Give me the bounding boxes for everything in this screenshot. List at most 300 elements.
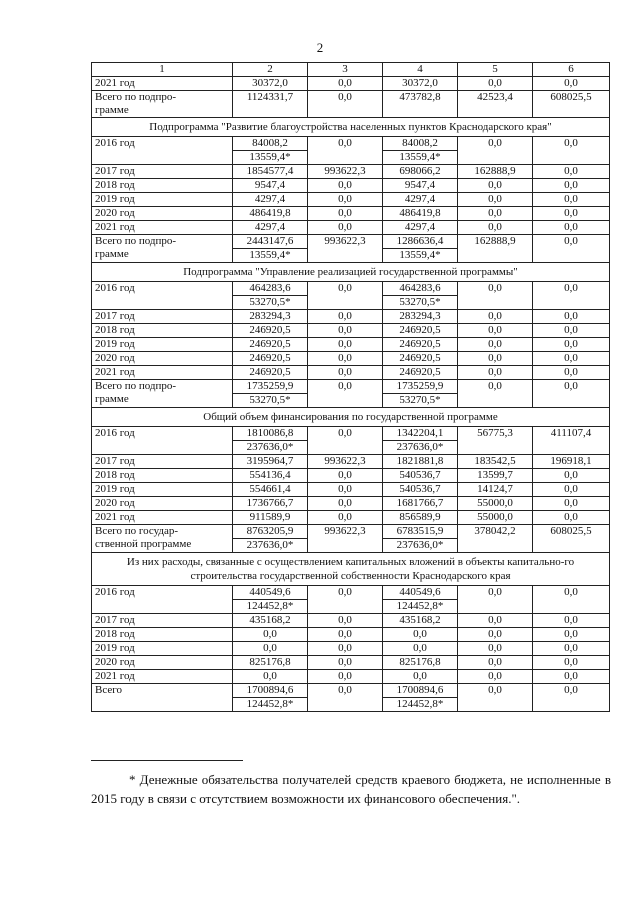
value-cell-c4 xyxy=(383,324,458,338)
row-label: 2019 год xyxy=(92,642,233,656)
carryover-value: 13559,4* xyxy=(233,150,307,164)
table-row xyxy=(92,455,610,469)
main-value: 246920,5 xyxy=(399,352,441,364)
value-cell-c5: 378042,2 xyxy=(458,525,533,553)
table-row xyxy=(92,380,610,408)
value-cell-c6: 0,0 xyxy=(533,352,610,366)
table-row xyxy=(92,137,610,165)
table-row xyxy=(92,282,610,310)
value-cell-c4 xyxy=(383,366,458,380)
table-row xyxy=(92,207,610,221)
row-label: 2016 год xyxy=(92,282,233,310)
value-cell-c3: 0,0 xyxy=(308,614,383,628)
row-label: 2018 год xyxy=(92,469,233,483)
main-value: 8763205,9 xyxy=(246,525,294,537)
financing-table xyxy=(91,62,610,712)
value-cell-c6: 0,0 xyxy=(533,137,610,165)
value-cell-c5: 0,0 xyxy=(458,338,533,352)
main-value: 1736766,7 xyxy=(246,497,294,509)
main-value: 84008,2 xyxy=(402,137,438,149)
value-cell-c2 xyxy=(233,310,308,324)
value-cell-c3: 0,0 xyxy=(308,684,383,712)
table-row xyxy=(92,427,610,455)
table-row xyxy=(92,483,610,497)
table-row xyxy=(92,179,610,193)
value-cell-c3: 0,0 xyxy=(308,352,383,366)
table-row xyxy=(92,628,610,642)
value-cell-c6: 0,0 xyxy=(533,324,610,338)
value-cell-c6: 0,0 xyxy=(533,497,610,511)
value-cell-c4 xyxy=(383,670,458,684)
main-value: 1821881,8 xyxy=(396,455,444,467)
main-value: 435168,2 xyxy=(249,614,291,626)
value-cell-c2 xyxy=(233,380,308,408)
row-label: 2019 год xyxy=(92,483,233,497)
page-number: 2 xyxy=(316,40,324,55)
main-value: 30372,0 xyxy=(402,77,438,89)
value-cell-c6: 0,0 xyxy=(533,380,610,408)
section-title: Общий объем финансирования по государственной программе xyxy=(92,408,610,427)
table-row xyxy=(92,614,610,628)
value-cell-c3: 0,0 xyxy=(308,179,383,193)
value-cell-c2 xyxy=(233,656,308,670)
table-row xyxy=(92,310,610,324)
header-cell: 6 xyxy=(533,63,610,77)
main-value: 540536,7 xyxy=(399,483,441,495)
row-label: 2021 год xyxy=(92,511,233,525)
value-cell-c6: 0,0 xyxy=(533,179,610,193)
main-value: 440549,6 xyxy=(399,586,441,598)
value-cell-c5: 0,0 xyxy=(458,352,533,366)
main-value: 4297,4 xyxy=(404,221,436,233)
value-cell-c4 xyxy=(383,497,458,511)
main-value: 246920,5 xyxy=(249,338,291,350)
table-row xyxy=(92,221,610,235)
value-cell-c6: 0,0 xyxy=(533,366,610,380)
main-value: 4297,4 xyxy=(254,221,286,233)
value-cell-c5: 0,0 xyxy=(458,628,533,642)
value-cell-c5: 0,0 xyxy=(458,642,533,656)
section-row xyxy=(92,408,610,427)
main-value: 1810086,8 xyxy=(246,427,294,439)
value-cell-c4 xyxy=(383,179,458,193)
value-cell-c5: 0,0 xyxy=(458,670,533,684)
footnote-separator xyxy=(91,760,243,761)
table-row xyxy=(92,193,610,207)
value-cell-c3: 0,0 xyxy=(308,628,383,642)
table-row xyxy=(92,165,610,179)
main-value: 4297,4 xyxy=(254,193,286,205)
value-cell-c6: 411107,4 xyxy=(533,427,610,455)
value-cell-c5: 0,0 xyxy=(458,77,533,91)
value-cell-c2 xyxy=(233,670,308,684)
value-cell-c6: 0,0 xyxy=(533,165,610,179)
main-value: 84008,2 xyxy=(252,137,288,149)
table-row xyxy=(92,656,610,670)
carryover-value: 237636,0* xyxy=(233,538,307,552)
carryover-value: 124452,8* xyxy=(383,599,457,613)
value-cell-c4 xyxy=(383,380,458,408)
value-cell-c2 xyxy=(233,221,308,235)
row-label: 2021 год xyxy=(92,77,233,91)
table-row xyxy=(92,684,610,712)
value-cell-c5: 162888,9 xyxy=(458,235,533,263)
value-cell-c4 xyxy=(383,310,458,324)
row-label: 2016 год xyxy=(92,137,233,165)
value-cell-c5: 0,0 xyxy=(458,221,533,235)
main-value: 486419,8 xyxy=(399,207,441,219)
value-cell-c3: 0,0 xyxy=(308,511,383,525)
main-value: 825176,8 xyxy=(399,656,441,668)
value-cell-c4 xyxy=(383,511,458,525)
header-row xyxy=(92,63,610,77)
main-value: 4297,4 xyxy=(404,193,436,205)
value-cell-c6: 0,0 xyxy=(533,235,610,263)
value-cell-c3: 0,0 xyxy=(308,282,383,310)
carryover-value: 237636,0* xyxy=(383,440,457,454)
main-value: 911589,9 xyxy=(249,511,291,523)
row-label: 2021 год xyxy=(92,670,233,684)
main-value: 246920,5 xyxy=(249,366,291,378)
section-row xyxy=(92,553,610,586)
value-cell-c5: 162888,9 xyxy=(458,165,533,179)
carryover-value: 53270,5* xyxy=(233,393,307,407)
table-row xyxy=(92,670,610,684)
value-cell-c2 xyxy=(233,366,308,380)
table-row xyxy=(92,352,610,366)
value-cell-c2 xyxy=(233,207,308,221)
value-cell-c4 xyxy=(383,282,458,310)
value-cell-c2 xyxy=(233,137,308,165)
value-cell-c5: 0,0 xyxy=(458,137,533,165)
main-value: 0,0 xyxy=(413,628,427,640)
value-cell-c3: 0,0 xyxy=(308,670,383,684)
row-label: 2020 год xyxy=(92,352,233,366)
value-cell-c4 xyxy=(383,628,458,642)
main-value: 246920,5 xyxy=(249,352,291,364)
value-cell-c5: 0,0 xyxy=(458,179,533,193)
main-value: 698066,2 xyxy=(399,165,441,177)
value-cell-c4 xyxy=(383,91,458,118)
value-cell-c4 xyxy=(383,483,458,497)
row-label: Всего по подпро- грамме xyxy=(92,91,233,118)
value-cell-c4 xyxy=(383,586,458,614)
row-label: 2016 год xyxy=(92,586,233,614)
value-cell-c4 xyxy=(383,165,458,179)
value-cell-c2 xyxy=(233,324,308,338)
main-value: 3195964,7 xyxy=(246,455,294,467)
main-value: 1854577,4 xyxy=(246,165,294,177)
section-title: Подпрограмма "Управление реализацией государственной программы" xyxy=(92,263,610,282)
value-cell-c5: 0,0 xyxy=(458,207,533,221)
main-value: 1286636,4 xyxy=(396,235,444,247)
main-value: 554661,4 xyxy=(249,483,291,495)
table-row xyxy=(92,91,610,118)
value-cell-c2 xyxy=(233,483,308,497)
table-row xyxy=(92,77,610,91)
main-value: 540536,7 xyxy=(399,469,441,481)
row-label: 2021 год xyxy=(92,221,233,235)
value-cell-c3: 0,0 xyxy=(308,77,383,91)
value-cell-c3: 993622,3 xyxy=(308,165,383,179)
table-row xyxy=(92,338,610,352)
row-label: 2020 год xyxy=(92,497,233,511)
header-cell: 5 xyxy=(458,63,533,77)
main-value: 1700894,6 xyxy=(396,684,444,696)
carryover-value: 237636,0* xyxy=(233,440,307,454)
row-label: 2018 год xyxy=(92,324,233,338)
value-cell-c5: 55000,0 xyxy=(458,511,533,525)
value-cell-c6: 0,0 xyxy=(533,656,610,670)
value-cell-c2 xyxy=(233,193,308,207)
main-value: 283294,3 xyxy=(399,310,441,322)
value-cell-c5: 55000,0 xyxy=(458,497,533,511)
value-cell-c4 xyxy=(383,235,458,263)
main-value: 1735259,9 xyxy=(396,380,444,392)
carryover-value: 13559,4* xyxy=(383,248,457,262)
row-label: 2017 год xyxy=(92,165,233,179)
value-cell-c4 xyxy=(383,455,458,469)
table-row xyxy=(92,586,610,614)
carryover-value: 124452,8* xyxy=(233,697,307,711)
main-value: 30372,0 xyxy=(252,77,288,89)
value-cell-c5: 42523,4 xyxy=(458,91,533,118)
main-value: 1735259,9 xyxy=(246,380,294,392)
row-label: 2018 год xyxy=(92,628,233,642)
value-cell-c3: 0,0 xyxy=(308,338,383,352)
row-label: 2016 год xyxy=(92,427,233,455)
value-cell-c2 xyxy=(233,235,308,263)
main-value: 0,0 xyxy=(413,642,427,654)
value-cell-c2 xyxy=(233,427,308,455)
main-value: 0,0 xyxy=(413,670,427,682)
main-value: 6783515,9 xyxy=(396,525,444,537)
value-cell-c3: 0,0 xyxy=(308,137,383,165)
value-cell-c3: 0,0 xyxy=(308,221,383,235)
main-value: 283294,3 xyxy=(249,310,291,322)
value-cell-c3: 0,0 xyxy=(308,380,383,408)
carryover-value: 124452,8* xyxy=(233,599,307,613)
row-label: 2020 год xyxy=(92,207,233,221)
main-value: 0,0 xyxy=(263,670,277,682)
value-cell-c3: 0,0 xyxy=(308,324,383,338)
value-cell-c3: 0,0 xyxy=(308,427,383,455)
row-label: 2021 год xyxy=(92,366,233,380)
value-cell-c6: 0,0 xyxy=(533,628,610,642)
section-title: Подпрограмма "Развитие благоустройства населенных пунктов Краснодарского края" xyxy=(92,118,610,137)
value-cell-c6: 0,0 xyxy=(533,614,610,628)
value-cell-c6: 0,0 xyxy=(533,684,610,712)
value-cell-c2 xyxy=(233,511,308,525)
value-cell-c6: 0,0 xyxy=(533,207,610,221)
carryover-value: 53270,5* xyxy=(383,295,457,309)
value-cell-c2 xyxy=(233,525,308,553)
table-row xyxy=(92,511,610,525)
main-value: 0,0 xyxy=(263,628,277,640)
table-row xyxy=(92,497,610,511)
row-label: Всего по государ- ственной программе xyxy=(92,525,233,553)
value-cell-c3: 0,0 xyxy=(308,207,383,221)
value-cell-c4 xyxy=(383,684,458,712)
value-cell-c3: 0,0 xyxy=(308,642,383,656)
value-cell-c2 xyxy=(233,586,308,614)
main-value: 246920,5 xyxy=(399,324,441,336)
row-label: 2018 год xyxy=(92,179,233,193)
value-cell-c2 xyxy=(233,614,308,628)
carryover-value: 13559,4* xyxy=(233,248,307,262)
table-row xyxy=(92,525,610,553)
main-value: 856589,9 xyxy=(399,511,441,523)
value-cell-c3: 993622,3 xyxy=(308,455,383,469)
value-cell-c6: 0,0 xyxy=(533,469,610,483)
main-value: 1124331,7 xyxy=(246,91,294,103)
value-cell-c6: 0,0 xyxy=(533,282,610,310)
value-cell-c4 xyxy=(383,614,458,628)
value-cell-c2 xyxy=(233,684,308,712)
value-cell-c3: 993622,3 xyxy=(308,525,383,553)
row-label: 2017 год xyxy=(92,614,233,628)
value-cell-c3: 0,0 xyxy=(308,656,383,670)
value-cell-c4 xyxy=(383,193,458,207)
value-cell-c4 xyxy=(383,221,458,235)
value-cell-c4 xyxy=(383,338,458,352)
table-row xyxy=(92,469,610,483)
value-cell-c6: 0,0 xyxy=(533,586,610,614)
value-cell-c6: 0,0 xyxy=(533,77,610,91)
main-value: 1681766,7 xyxy=(396,497,444,509)
section-title: Из них расходы, связанные с осуществлением капитальных вложений в объекты капитально-го строительства государственной собственности Краснодарского края xyxy=(92,553,610,586)
section-row xyxy=(92,263,610,282)
row-label: 2019 год xyxy=(92,193,233,207)
value-cell-c6: 0,0 xyxy=(533,221,610,235)
row-label: Всего по подпро- грамме xyxy=(92,235,233,263)
value-cell-c6: 0,0 xyxy=(533,310,610,324)
header-cell: 4 xyxy=(383,63,458,77)
value-cell-c2 xyxy=(233,352,308,366)
main-value: 486419,8 xyxy=(249,207,291,219)
carryover-value: 53270,5* xyxy=(383,393,457,407)
main-value: 1700894,6 xyxy=(246,684,294,696)
value-cell-c6: 0,0 xyxy=(533,511,610,525)
table-row xyxy=(92,642,610,656)
value-cell-c5: 56775,3 xyxy=(458,427,533,455)
value-cell-c5: 183542,5 xyxy=(458,455,533,469)
value-cell-c4 xyxy=(383,427,458,455)
main-value: 1342204,1 xyxy=(396,427,444,439)
table-row xyxy=(92,235,610,263)
main-value: 246920,5 xyxy=(399,338,441,350)
main-value: 554136,4 xyxy=(249,469,291,481)
value-cell-c4 xyxy=(383,77,458,91)
value-cell-c5: 0,0 xyxy=(458,366,533,380)
header-cell: 2 xyxy=(233,63,308,77)
value-cell-c6: 0,0 xyxy=(533,483,610,497)
main-value: 464283,6 xyxy=(249,282,291,294)
value-cell-c2 xyxy=(233,469,308,483)
value-cell-c2 xyxy=(233,497,308,511)
value-cell-c5: 0,0 xyxy=(458,656,533,670)
value-cell-c3: 0,0 xyxy=(308,469,383,483)
value-cell-c3: 0,0 xyxy=(308,497,383,511)
value-cell-c6: 196918,1 xyxy=(533,455,610,469)
carryover-value: 237636,0* xyxy=(383,538,457,552)
main-value: 9547,4 xyxy=(404,179,436,191)
value-cell-c3: 993622,3 xyxy=(308,235,383,263)
value-cell-c2 xyxy=(233,642,308,656)
value-cell-c2 xyxy=(233,179,308,193)
header-cell: 3 xyxy=(308,63,383,77)
main-value: 9547,4 xyxy=(254,179,286,191)
main-value: 435168,2 xyxy=(399,614,441,626)
value-cell-c2 xyxy=(233,338,308,352)
value-cell-c5: 13599,7 xyxy=(458,469,533,483)
value-cell-c6: 608025,5 xyxy=(533,91,610,118)
main-value: 464283,6 xyxy=(399,282,441,294)
value-cell-c6: 0,0 xyxy=(533,338,610,352)
carryover-value: 124452,8* xyxy=(383,697,457,711)
value-cell-c2 xyxy=(233,455,308,469)
value-cell-c5: 14124,7 xyxy=(458,483,533,497)
main-value: 440549,6 xyxy=(249,586,291,598)
row-label: Всего xyxy=(92,684,233,712)
value-cell-c4 xyxy=(383,525,458,553)
value-cell-c3: 0,0 xyxy=(308,91,383,118)
table-row xyxy=(92,324,610,338)
value-cell-c3: 0,0 xyxy=(308,366,383,380)
value-cell-c5: 0,0 xyxy=(458,324,533,338)
value-cell-c2 xyxy=(233,165,308,179)
value-cell-c5: 0,0 xyxy=(458,380,533,408)
main-value: 0,0 xyxy=(263,642,277,654)
value-cell-c5: 0,0 xyxy=(458,193,533,207)
value-cell-c4 xyxy=(383,656,458,670)
value-cell-c4 xyxy=(383,207,458,221)
value-cell-c2 xyxy=(233,282,308,310)
row-label: 2019 год xyxy=(92,338,233,352)
value-cell-c2 xyxy=(233,91,308,118)
value-cell-c6: 0,0 xyxy=(533,642,610,656)
value-cell-c5: 0,0 xyxy=(458,684,533,712)
value-cell-c4 xyxy=(383,137,458,165)
main-value: 825176,8 xyxy=(249,656,291,668)
value-cell-c3: 0,0 xyxy=(308,586,383,614)
value-cell-c5: 0,0 xyxy=(458,282,533,310)
value-cell-c6: 608025,5 xyxy=(533,525,610,553)
carryover-value: 13559,4* xyxy=(383,150,457,164)
value-cell-c3: 0,0 xyxy=(308,483,383,497)
table-row xyxy=(92,366,610,380)
value-cell-c4 xyxy=(383,352,458,366)
main-value: 473782,8 xyxy=(399,91,441,103)
row-label: 2017 год xyxy=(92,310,233,324)
value-cell-c5: 0,0 xyxy=(458,586,533,614)
main-value: 246920,5 xyxy=(249,324,291,336)
main-value: 246920,5 xyxy=(399,366,441,378)
footnote: * Денежные обязательства получателей средств краевого бюджета, не исполненные в 2015 году в связи с отсутствием возможности их финансового обеспечения.". xyxy=(91,772,611,806)
value-cell-c6: 0,0 xyxy=(533,193,610,207)
row-label: 2017 год xyxy=(92,455,233,469)
value-cell-c6: 0,0 xyxy=(533,670,610,684)
header-cell: 1 xyxy=(92,63,233,77)
value-cell-c5: 0,0 xyxy=(458,310,533,324)
main-value: 2443147,6 xyxy=(246,235,294,247)
value-cell-c2 xyxy=(233,628,308,642)
section-row xyxy=(92,118,610,137)
value-cell-c3: 0,0 xyxy=(308,310,383,324)
value-cell-c5: 0,0 xyxy=(458,614,533,628)
value-cell-c4 xyxy=(383,469,458,483)
row-label: 2020 год xyxy=(92,656,233,670)
